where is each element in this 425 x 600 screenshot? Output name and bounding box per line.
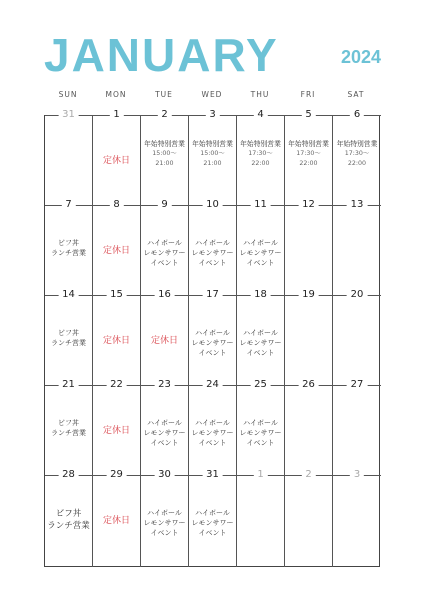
hours-to: 21:00	[203, 160, 222, 167]
special-hours-label: 年始特別営業	[192, 140, 233, 148]
day-cell[interactable]	[189, 469, 237, 567]
event-line: レモンサワー	[191, 249, 234, 257]
calendar-grid	[44, 109, 380, 567]
event-line: ランチ営業	[51, 339, 86, 347]
day-cell[interactable]	[189, 289, 237, 385]
event-line: イベント	[150, 529, 179, 537]
week-row	[45, 289, 379, 385]
event-line: イベント	[198, 529, 227, 537]
day-number: 30	[154, 468, 175, 481]
event-line: レモンサワー	[191, 339, 234, 347]
event-line: ビフ丼	[58, 329, 79, 337]
weekday-sat: SAT	[347, 90, 365, 99]
weekday-header	[44, 90, 380, 104]
day-cell[interactable]	[141, 469, 189, 567]
day-number: 25	[250, 378, 271, 391]
day-cell[interactable]	[189, 379, 237, 475]
day-number: 7	[61, 198, 75, 211]
day-number: 1	[109, 108, 123, 121]
day-cell[interactable]	[93, 469, 141, 567]
day-cell[interactable]	[285, 289, 333, 385]
day-cell[interactable]	[333, 199, 381, 295]
weekday-thu: THU	[250, 90, 270, 99]
day-cell[interactable]	[45, 469, 93, 567]
day-cell[interactable]	[333, 379, 381, 475]
event-line: レモンサワー	[191, 429, 234, 437]
event-line: レモンサワー	[239, 249, 282, 257]
event-line: ハイボール	[195, 509, 230, 517]
day-number: 29	[106, 468, 127, 481]
event-line: ビフ丼	[58, 239, 79, 247]
day-cell[interactable]	[45, 379, 93, 475]
hours-from: 17:30〜	[344, 150, 370, 157]
hours-to: 22:00	[299, 160, 318, 167]
day-number: 31	[58, 108, 79, 121]
hours-to: 22:00	[251, 160, 270, 167]
week-row	[45, 469, 379, 567]
day-number: 27	[347, 378, 368, 391]
event-line: レモンサワー	[191, 519, 234, 527]
event-line: レモンサワー	[239, 339, 282, 347]
event-line: ハイボール	[243, 329, 278, 337]
week-row	[45, 109, 379, 205]
day-number: 9	[157, 198, 171, 211]
event-line: レモンサワー	[143, 429, 186, 437]
event-line: イベント	[198, 439, 227, 447]
event-line: レモンサワー	[239, 429, 282, 437]
hours-to: 21:00	[155, 160, 174, 167]
day-cell[interactable]	[141, 199, 189, 295]
day-number: 12	[298, 198, 319, 211]
weekday-mon: MON	[105, 90, 127, 99]
day-number: 8	[109, 198, 123, 211]
day-number: 17	[202, 288, 223, 301]
day-cell[interactable]	[237, 199, 285, 295]
event-line: ハイボール	[147, 419, 182, 427]
year-label: 2024	[340, 47, 381, 67]
weekday-fri: FRI	[300, 90, 316, 99]
holiday-label: 定休日	[102, 516, 130, 526]
day-number: 3	[205, 108, 219, 121]
day-cell[interactable]	[45, 109, 93, 205]
day-cell[interactable]	[93, 199, 141, 295]
holiday-label: 定休日	[102, 336, 130, 346]
event-line: イベント	[150, 439, 179, 447]
day-number: 14	[58, 288, 79, 301]
special-hours-label: 年始特別営業	[336, 140, 378, 148]
holiday-label: 定休日	[102, 246, 130, 256]
event-line: ビフ丼	[55, 509, 82, 519]
event-line: ランチ営業	[51, 249, 86, 257]
day-cell[interactable]	[333, 109, 381, 205]
holiday-label: 定休日	[150, 336, 178, 346]
day-cell[interactable]	[141, 379, 189, 475]
day-number: 28	[58, 468, 79, 481]
day-number: 4	[253, 108, 267, 121]
hours-from: 17:30〜	[296, 150, 321, 157]
day-cell[interactable]	[285, 379, 333, 475]
day-number: 10	[202, 198, 223, 211]
day-cell[interactable]	[141, 289, 189, 385]
day-cell[interactable]	[237, 469, 285, 567]
day-cell[interactable]	[45, 199, 93, 295]
event-line: ハイボール	[147, 509, 182, 517]
day-cell[interactable]	[237, 379, 285, 475]
event-line: ハイボール	[195, 239, 230, 247]
day-number: 24	[202, 378, 223, 391]
day-number: 5	[301, 108, 315, 121]
weekday-tue: TUE	[155, 90, 173, 99]
day-number: 31	[202, 468, 223, 481]
hours-from: 15:00〜	[152, 150, 177, 157]
day-number: 21	[58, 378, 79, 391]
day-number: 18	[250, 288, 271, 301]
day-number: 11	[250, 198, 271, 211]
event-line: イベント	[198, 349, 227, 357]
week-row	[45, 199, 379, 295]
weekday-wed: WED	[201, 90, 223, 99]
hours-to: 22:00	[347, 160, 367, 167]
day-cell[interactable]	[333, 469, 381, 567]
day-number: 20	[347, 288, 368, 301]
day-cell[interactable]	[237, 109, 285, 205]
day-number: 2	[301, 468, 315, 481]
day-number: 15	[106, 288, 127, 301]
day-cell[interactable]	[285, 469, 333, 567]
day-number: 19	[298, 288, 319, 301]
day-cell[interactable]	[285, 199, 333, 295]
day-cell[interactable]	[93, 109, 141, 205]
event-line: ランチ営業	[51, 429, 86, 437]
month-title: JANUARY	[44, 29, 279, 81]
day-cell[interactable]	[333, 289, 381, 385]
event-line: イベント	[246, 439, 275, 447]
event-line: イベント	[150, 259, 179, 267]
special-hours-label: 年始特別営業	[240, 140, 281, 148]
day-number: 13	[347, 198, 368, 211]
event-line: ハイボール	[195, 419, 230, 427]
day-cell[interactable]	[93, 289, 141, 385]
day-cell[interactable]	[189, 199, 237, 295]
hours-from: 17:30〜	[248, 150, 273, 157]
event-line: ハイボール	[195, 329, 230, 337]
weekday-sun: SUN	[58, 90, 78, 99]
day-number: 23	[154, 378, 175, 391]
event-line: イベント	[246, 259, 275, 267]
week-row	[45, 379, 379, 475]
event-line: ランチ営業	[47, 521, 90, 531]
day-number: 1	[253, 468, 267, 481]
day-number: 2	[157, 108, 171, 121]
event-line: イベント	[246, 349, 275, 357]
day-cell[interactable]	[285, 109, 333, 205]
day-cell[interactable]	[189, 109, 237, 205]
day-cell[interactable]	[45, 289, 93, 385]
event-line: ハイボール	[243, 239, 278, 247]
special-hours-label: 年始特別営業	[288, 140, 329, 148]
day-cell[interactable]	[141, 109, 189, 205]
hours-from: 15:00〜	[200, 150, 225, 157]
special-hours-label: 年始特別営業	[144, 140, 185, 148]
event-line: ビフ丼	[58, 419, 79, 427]
event-line: レモンサワー	[143, 519, 186, 527]
holiday-label: 定休日	[102, 426, 130, 436]
event-line: ハイボール	[147, 239, 182, 247]
event-line: ハイボール	[243, 419, 278, 427]
day-number: 3	[350, 468, 364, 481]
event-line: レモンサワー	[143, 249, 186, 257]
day-number: 26	[298, 378, 319, 391]
event-line: イベント	[198, 259, 227, 267]
day-number: 6	[350, 108, 364, 121]
day-cell[interactable]	[237, 289, 285, 385]
day-cell[interactable]	[93, 379, 141, 475]
holiday-label: 定休日	[102, 156, 130, 166]
day-number: 22	[106, 378, 127, 391]
day-number: 16	[154, 288, 175, 301]
